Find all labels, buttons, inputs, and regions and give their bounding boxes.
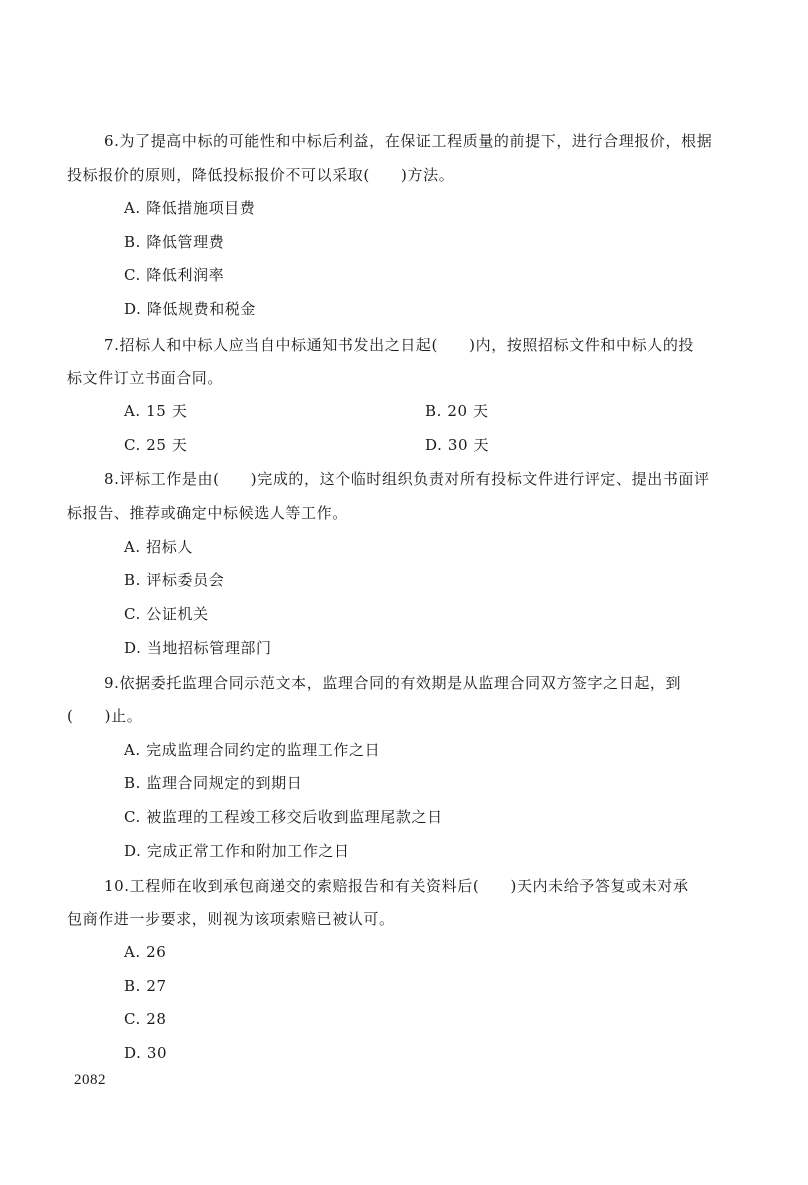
- question-6-stem-line1: 6.为了提高中标的可能性和中标后利益，在保证工程质量的前提下，进行合理报价，根据: [104, 132, 713, 150]
- question-9-option-d: D. 完成正常工作和附加工作之日: [124, 842, 350, 860]
- question-7-stem-line2: 标文件订立书面合同。: [67, 369, 224, 387]
- question-7-stem-line1: 7.招标人和中标人应当自中标通知书发出之日起( )内，按照招标文件和中标人的投: [104, 336, 695, 354]
- question-7-option-c: C. 25 天: [124, 436, 188, 454]
- question-9-stem-line2: ( )止。: [67, 707, 143, 725]
- question-9-option-b: B. 监理合同规定的到期日: [124, 774, 303, 792]
- question-10-option-d: D. 30: [124, 1044, 168, 1062]
- question-9-stem-line1: 9.依据委托监理合同示范文本，监理合同的有效期是从监理合同双方签字之日起，到: [104, 674, 682, 692]
- question-6-option-d: D. 降低规费和税金: [124, 300, 257, 318]
- page-code: 2082: [74, 1072, 106, 1088]
- question-6-option-a: A. 降低措施项目费: [124, 199, 256, 217]
- question-10-stem-line2: 包商作进一步要求，则视为该项索赔已被认可。: [67, 910, 395, 928]
- question-7-option-b: B. 20 天: [425, 402, 489, 420]
- question-7-option-a: A. 15 天: [124, 402, 188, 420]
- question-10-option-c: C. 28: [124, 1010, 167, 1028]
- question-6-stem-line2: 投标报价的原则，降低投标报价不可以采取( )方法。: [67, 166, 455, 184]
- question-8-stem-line1: 8.评标工作是由( )完成的，这个临时组织负责对所有投标文件进行评定、提出书面评: [104, 470, 710, 488]
- question-10-option-b: B. 27: [124, 977, 167, 995]
- question-8-option-b: B. 评标委员会: [124, 571, 225, 589]
- question-10-stem-line1: 10.工程师在收到承包商递交的索赔报告和有关资料后( )天内未给予答复或未对承: [104, 877, 689, 895]
- question-8-option-c: C. 公证机关: [124, 605, 209, 623]
- question-10-option-a: A. 26: [124, 943, 167, 961]
- question-7-option-d: D. 30 天: [425, 436, 490, 454]
- question-9-option-a: A. 完成监理合同约定的监理工作之日: [124, 741, 381, 759]
- question-6-option-b: B. 降低管理费: [124, 233, 225, 251]
- question-8-stem-line2: 标报告、推荐或确定中标候选人等工作。: [67, 504, 348, 522]
- question-6-option-c: C. 降低利润率: [124, 266, 225, 284]
- question-8-option-d: D. 当地招标管理部门: [124, 639, 272, 657]
- question-9-option-c: C. 被监理的工程竣工移交后收到监理尾款之日: [124, 808, 443, 826]
- question-8-option-a: A. 招标人: [124, 538, 193, 556]
